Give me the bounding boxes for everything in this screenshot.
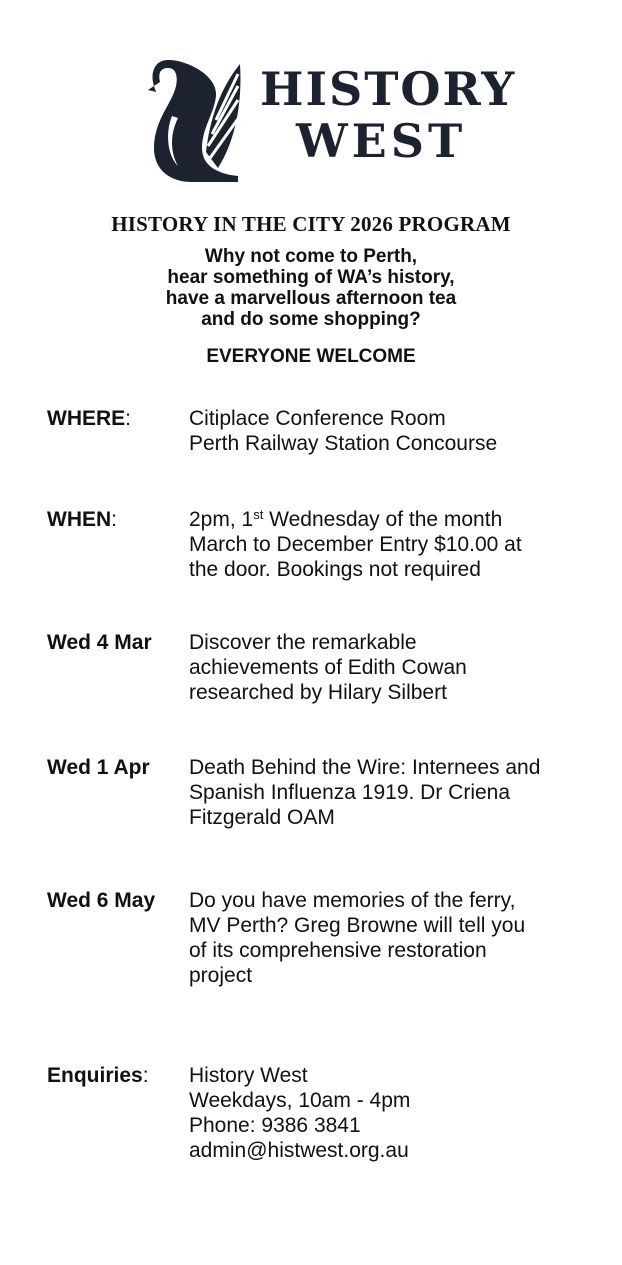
intro-line: and do some shopping? — [201, 309, 421, 330]
where-line: Citiplace Conference Room — [189, 407, 446, 430]
history-west-logo — [148, 56, 517, 184]
event-date: Wed 6 May — [47, 889, 156, 912]
event-line: Spanish Influenza 1919. Dr Criena — [189, 781, 511, 804]
event-line: of its comprehensive restoration — [189, 939, 487, 962]
when-label: WHEN: — [47, 508, 118, 531]
event-line: Death Behind the Wire: Internees and — [189, 756, 541, 779]
where-line: Perth Railway Station Concourse — [189, 432, 498, 455]
where-label: WHERE: — [47, 407, 132, 430]
when-line: 2pm, 1st Wednesday of the month — [189, 507, 503, 531]
enquiries-hours: Weekdays, 10am - 4pm — [189, 1089, 411, 1112]
when-line: March to December Entry $10.00 at — [189, 533, 522, 556]
enquiries-phone: Phone: 9386 3841 — [189, 1114, 361, 1137]
enquiries-label: Enquiries: — [47, 1064, 149, 1087]
swan-icon — [148, 56, 242, 184]
page-title: HISTORY IN THE CITY 2026 PROGRAM — [111, 212, 511, 236]
event-description — [189, 755, 587, 830]
event-line: Fitzgerald OAM — [189, 806, 335, 829]
when-details — [189, 507, 587, 582]
intro-text — [0, 246, 622, 330]
enquiries-org: History West — [189, 1064, 308, 1087]
logo-line-history: HISTORY — [260, 62, 517, 116]
logo-wordmark — [260, 62, 517, 168]
when-line: the door. Bookings not required — [189, 558, 481, 581]
event-line: MV Perth? Greg Browne will tell you — [189, 914, 526, 937]
event-line: Do you have memories of the ferry, — [189, 889, 516, 912]
event-line: achievements of Edith Cowan — [189, 656, 467, 679]
event-description — [189, 630, 587, 705]
event-description — [189, 888, 587, 988]
event-line: researched by Hilary Silbert — [189, 681, 447, 704]
intro-line: hear something of WA’s history, — [167, 267, 455, 288]
event-line: project — [189, 964, 253, 987]
logo-line-west: WEST — [296, 114, 467, 168]
intro-line: Why not come to Perth, — [204, 246, 418, 267]
welcome-banner: EVERYONE WELCOME — [206, 346, 416, 367]
event-date: Wed 1 Apr — [47, 756, 150, 779]
event-line: Discover the remarkable — [189, 631, 417, 654]
intro-line: have a marvellous afternoon tea — [165, 288, 457, 309]
event-date: Wed 4 Mar — [47, 631, 152, 654]
enquiries-details — [189, 1063, 587, 1163]
where-details — [189, 406, 587, 456]
enquiries-email: admin@histwest.org.au — [189, 1139, 409, 1162]
